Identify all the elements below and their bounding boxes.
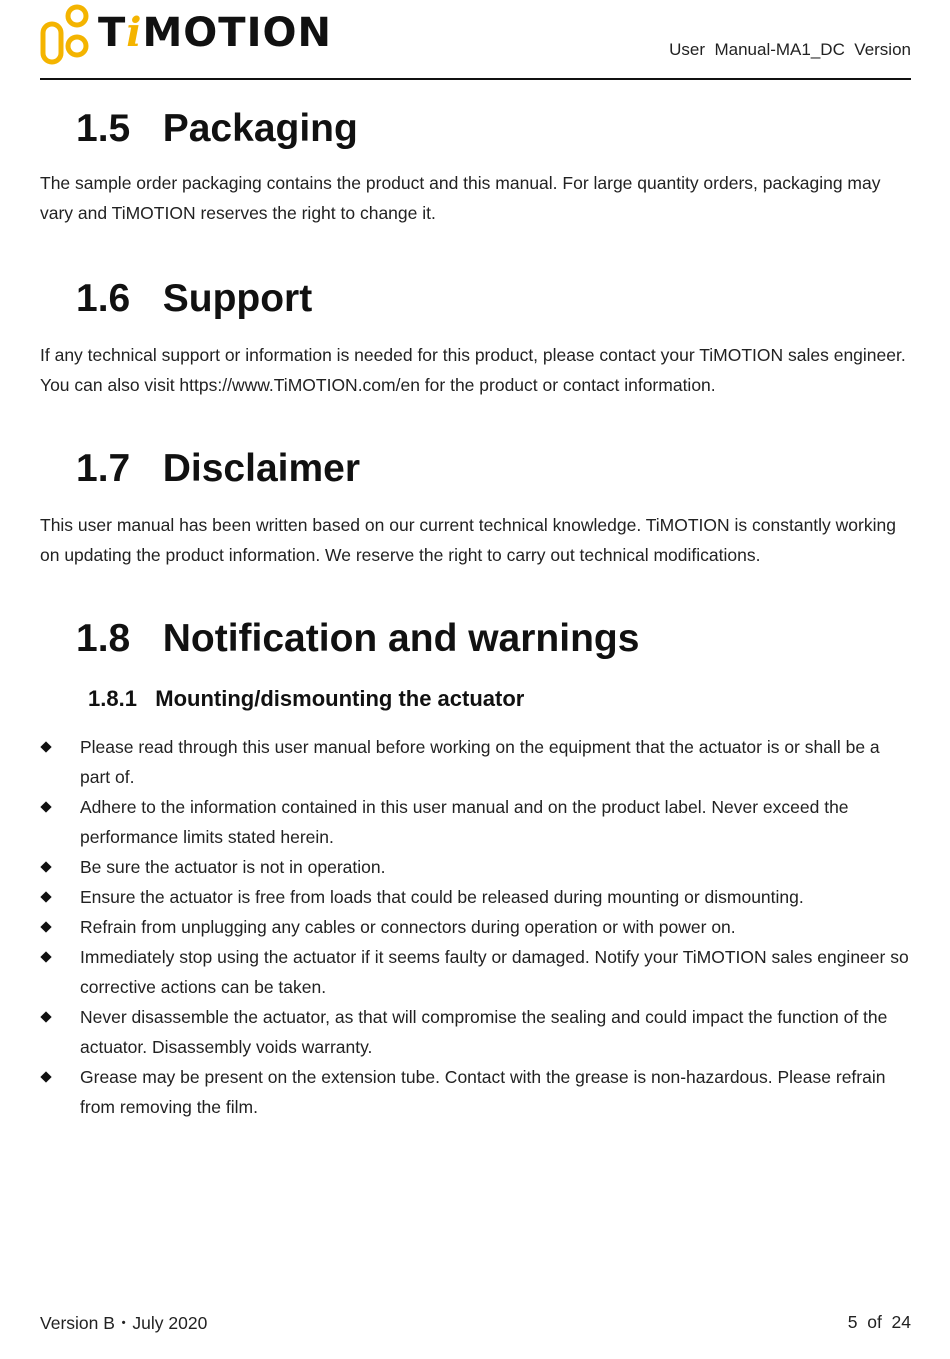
- warnings-list: [40, 732, 912, 1122]
- diamond-bullet-icon: [40, 1011, 51, 1022]
- section-heading-packaging: 1.5 Packaging: [76, 107, 358, 150]
- diamond-bullet-icon: [40, 951, 51, 962]
- diamond-bullet-icon: [40, 1071, 51, 1082]
- list-item: Refrain from unplugging any cables or connectors during operation or with power on.: [40, 912, 912, 942]
- timotion-logo: [40, 2, 332, 66]
- section-text-disclaimer: This user manual has been written based on our current technical knowledge. TiMOTION is constantly working on updating the product information. We reserve the right to carry out technical modifications.: [40, 515, 896, 565]
- section-heading-support: 1.6 Support: [76, 277, 313, 320]
- footer-version: Version B・July 2020: [40, 1313, 208, 1333]
- diamond-bullet-icon: [40, 801, 51, 812]
- page-header: [40, 0, 911, 80]
- list-item: Immediately stop using the actuator if it seems faulty or damaged. Notify your TiMOTION sales engineer so corrective actions can be taken.: [40, 942, 912, 1002]
- logo-wordmark: TiMOTION: [98, 9, 332, 56]
- section-text-packaging: The sample order packaging contains the product and this manual. For large quantity orders, packaging may vary and TiMOTION reserves the right to change it.: [40, 173, 881, 223]
- section-text-support: If any technical support or information is needed for this product, please contact your TiMOTION sales engineer. You can also visit https://www.TiMOTION.com/en for the product or contact information.: [40, 345, 906, 395]
- diamond-bullet-icon: [40, 741, 51, 752]
- list-item: Adhere to the information contained in this user manual and on the product label. Never exceed the performance limits stated herein.: [40, 792, 912, 852]
- list-item: Grease may be present on the extension tube. Contact with the grease is non-hazardous. Please refrain from removing the film.: [40, 1062, 912, 1122]
- diamond-bullet-icon: [40, 921, 51, 932]
- list-item: Be sure the actuator is not in operation.: [40, 852, 912, 882]
- section-heading-notification: 1.8 Notification and warnings: [76, 617, 640, 660]
- list-item: Please read through this user manual before working on the equipment that the actuator is or shall be a part of.: [40, 732, 912, 792]
- document-title: User Manual-MA1_DC Version: [669, 40, 911, 59]
- list-item: Ensure the actuator is free from loads that could be released during mounting or dismounting.: [40, 882, 912, 912]
- diamond-bullet-icon: [40, 891, 51, 902]
- section-heading-disclaimer: 1.7 Disclaimer: [76, 447, 361, 490]
- list-item: Never disassemble the actuator, as that will compromise the sealing and could impact the function of the actuator. Disassembly voids warranty.: [40, 1002, 912, 1062]
- diamond-bullet-icon: [40, 861, 51, 872]
- page-number: 5 of 24: [847, 1312, 911, 1332]
- logo-circles-icon: [40, 2, 98, 66]
- subsection-heading-mounting: 1.8.1 Mounting/dismounting the actuator: [88, 686, 525, 711]
